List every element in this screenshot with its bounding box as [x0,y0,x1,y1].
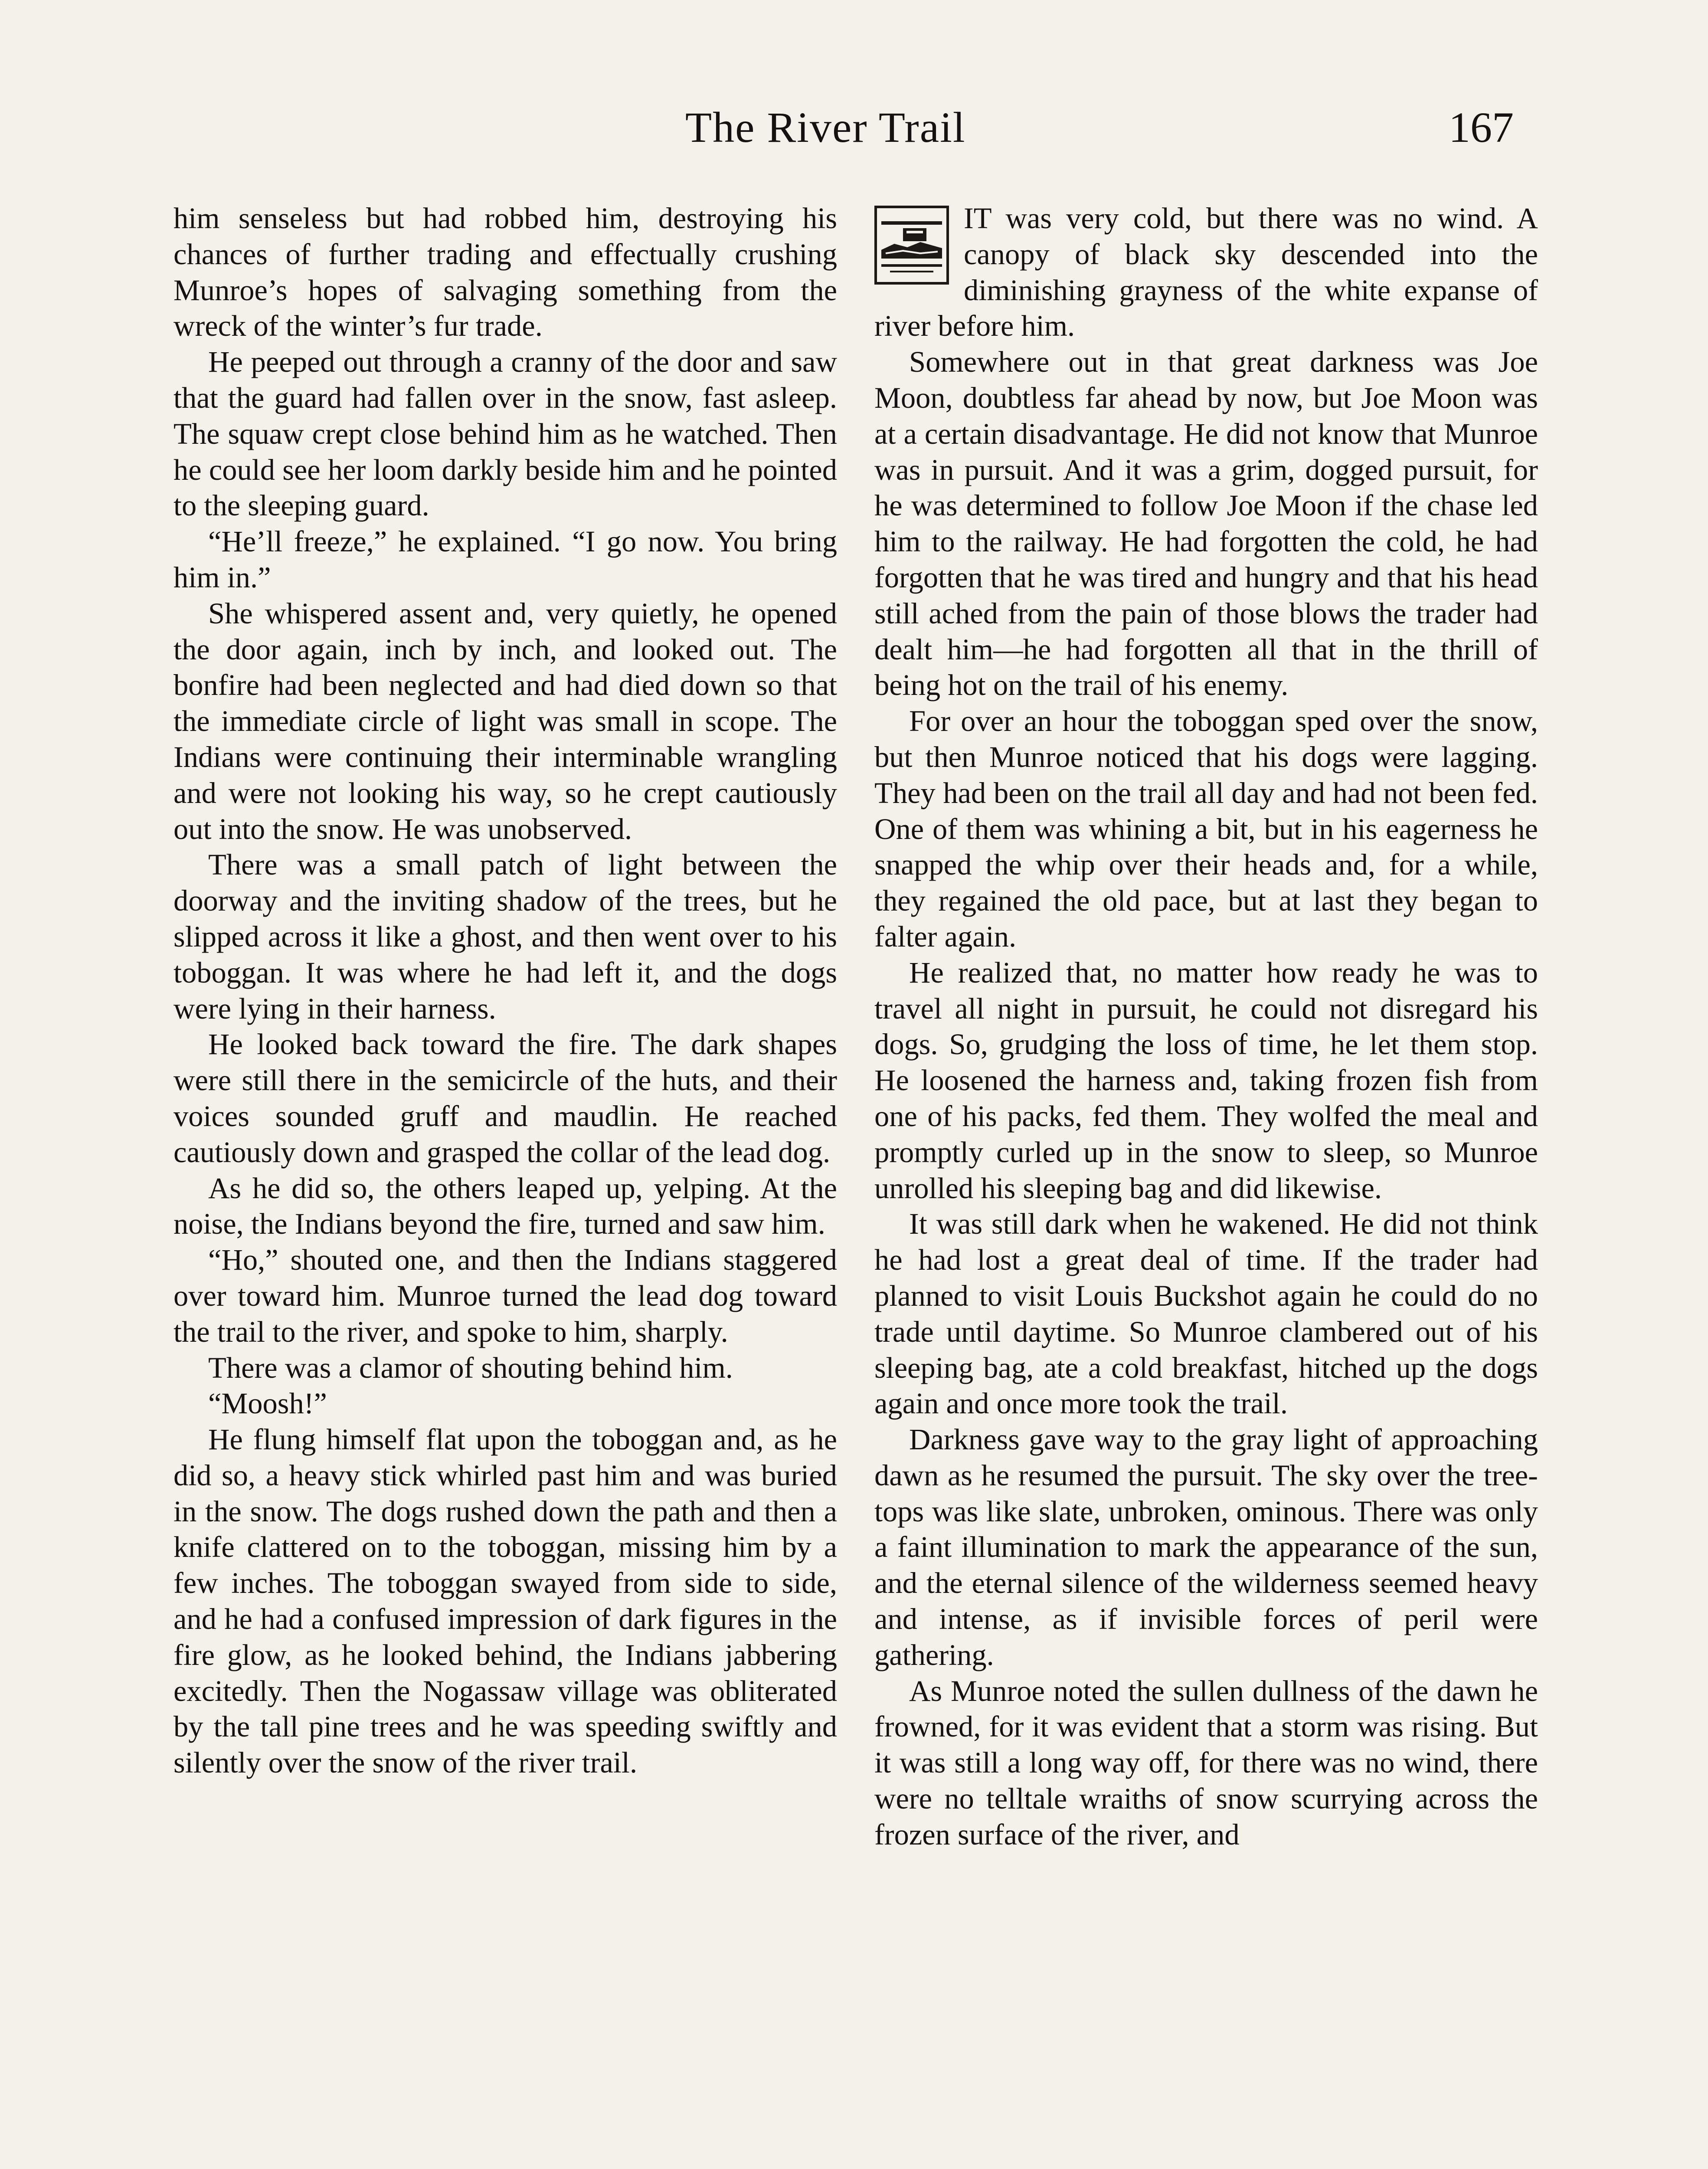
opening-paragraph: IT was very cold, but there was no wind. A canopy of black sky descended into the diminishing grayness of the white expanse of river before him. [874,202,1538,343]
paragraph: “He’ll freeze,” he explained. “I go now. You bring him in.” [173,525,837,594]
paragraph: As Munroe noted the sullen dullness of the dawn he frowned, for it was evident that a storm was rising. But it was still a long way off, for there was no wind, there were no telltale wraiths of snow scurrying across the frozen surface of the river, and [874,1674,1538,1851]
page-number: 167 [1449,103,1514,151]
paragraph: “Moosh!” [208,1387,327,1420]
paragraph: “Ho,” shouted one, and then the Indians staggered over toward him. Munroe turned the lead dog toward the trail to the river, and spoke to him, sharply. [173,1243,837,1348]
paragraph: For over an hour the toboggan sped over the snow, but then Munroe noticed that his dogs were lagging. They had been on the trail all day and had not been fed. One of them was whining a bit, but in his eagerness he snapped the whip over their heads and, for a while, they regained the old pace, but at last they began to falter again. [874,704,1538,953]
section-ornament [874,206,949,285]
paragraph: him senseless but had robbed him, destroying his chances of further trading and effectually crushing Munroe’s hopes of salvaging something from the wreck of the winter’s fur trade. [173,202,837,343]
running-title: The River Trail [685,103,966,151]
paragraph: There was a small patch of light between the doorway and the inviting shadow of the trees, but he slipped across it like a ghost, and then went over to his toboggan. It was where he had left it, and the dogs were lying in their harness. [173,848,837,1025]
left-column [173,200,837,1781]
paragraph: He realized that, no matter how ready he was to travel all night in pursuit, he could not disregard his dogs. So, grudging the loss of time, he let them stop. He loosened the harness and, taking frozen fish from one of his packs, fed them. They wolfed the meal and promptly curled up in the snow to sleep, so Munroe unrolled his sleeping bag and did likewise. [874,956,1538,1205]
right-column [874,200,1538,1853]
paragraph: She whispered assent and, very quietly, he opened the door again, inch by inch, and looked out. The bonfire had been neglected and had died down so that the immediate circle of light was small in scope. The Indians were continuing their interminable wrangling and were not looking his way, so he crept cautiously out into the snow. He was unobserved. [173,596,837,845]
paragraph: He looked back toward the fire. The dark shapes were still there in the semicircle of the huts, and their voices sounded gruff and maudlin. He reached cautiously down and grasped the collar of the lead dog. [173,1028,837,1169]
paragraph: Darkness gave way to the gray light of approaching dawn as he resumed the pursuit. The sky over the tree-tops was like slate, unbroken, ominous. There was only a faint illumination to mark the appearance of the sun, and the eternal silence of the wilderness seemed heavy and intense, as if invisible forces of peril were gathering. [874,1423,1538,1671]
paragraph: There was a clamor of shouting behind him. [208,1351,733,1384]
paragraph: He flung himself flat upon the toboggan and, as he did so, a heavy stick whirled past him and was buried in the snow. The dogs rushed down the path and then a knife clattered on to the toboggan, missing him by a few inches. The toboggan swayed from side to side, and he had a confused impression of dark figures in the fire glow, as he looked behind, the Indians jabbering excitedly. Then the Nogassaw village was obliterated by the tall pine trees and he was speeding swiftly and silently over the snow of the river trail. [173,1423,837,1779]
paragraph: As he did so, the others leaped up, yelping. At the noise, the Indians beyond the fire, turned and saw him. [173,1171,837,1241]
paragraph: It was still dark when he wakened. He did not think he had lost a great deal of time. If the trader had planned to visit Louis Buckshot again he could do no trade until daytime. So Munroe clambered out of his sleeping bag, ate a cold breakfast, hitched up the dogs again and once more took the trail. [874,1207,1538,1420]
paragraph: He peeped out through a cranny of the door and saw that the guard had fallen over in the snow, fast asleep. The squaw crept close behind him as he watched. Then he could see her loom darkly beside him and he pointed to the sleeping guard. [173,345,837,522]
landscape-ornament-icon [877,208,946,282]
paragraph: Somewhere out in that great darkness was Joe Moon, doubtless far ahead by now, but Joe Moon was at a certain disadvantage. He did not know that Munroe was in pursuit. And it was a grim, dogged pursuit, for he was determined to follow Joe Moon if the chase led him to the railway. He had forgotten the cold, he had forgotten that he was tired and hungry and that his head still ached from the pain of those blows the trader had dealt him—he had forgotten all that in the thrill of being hot on the trail of his enemy. [874,345,1538,702]
